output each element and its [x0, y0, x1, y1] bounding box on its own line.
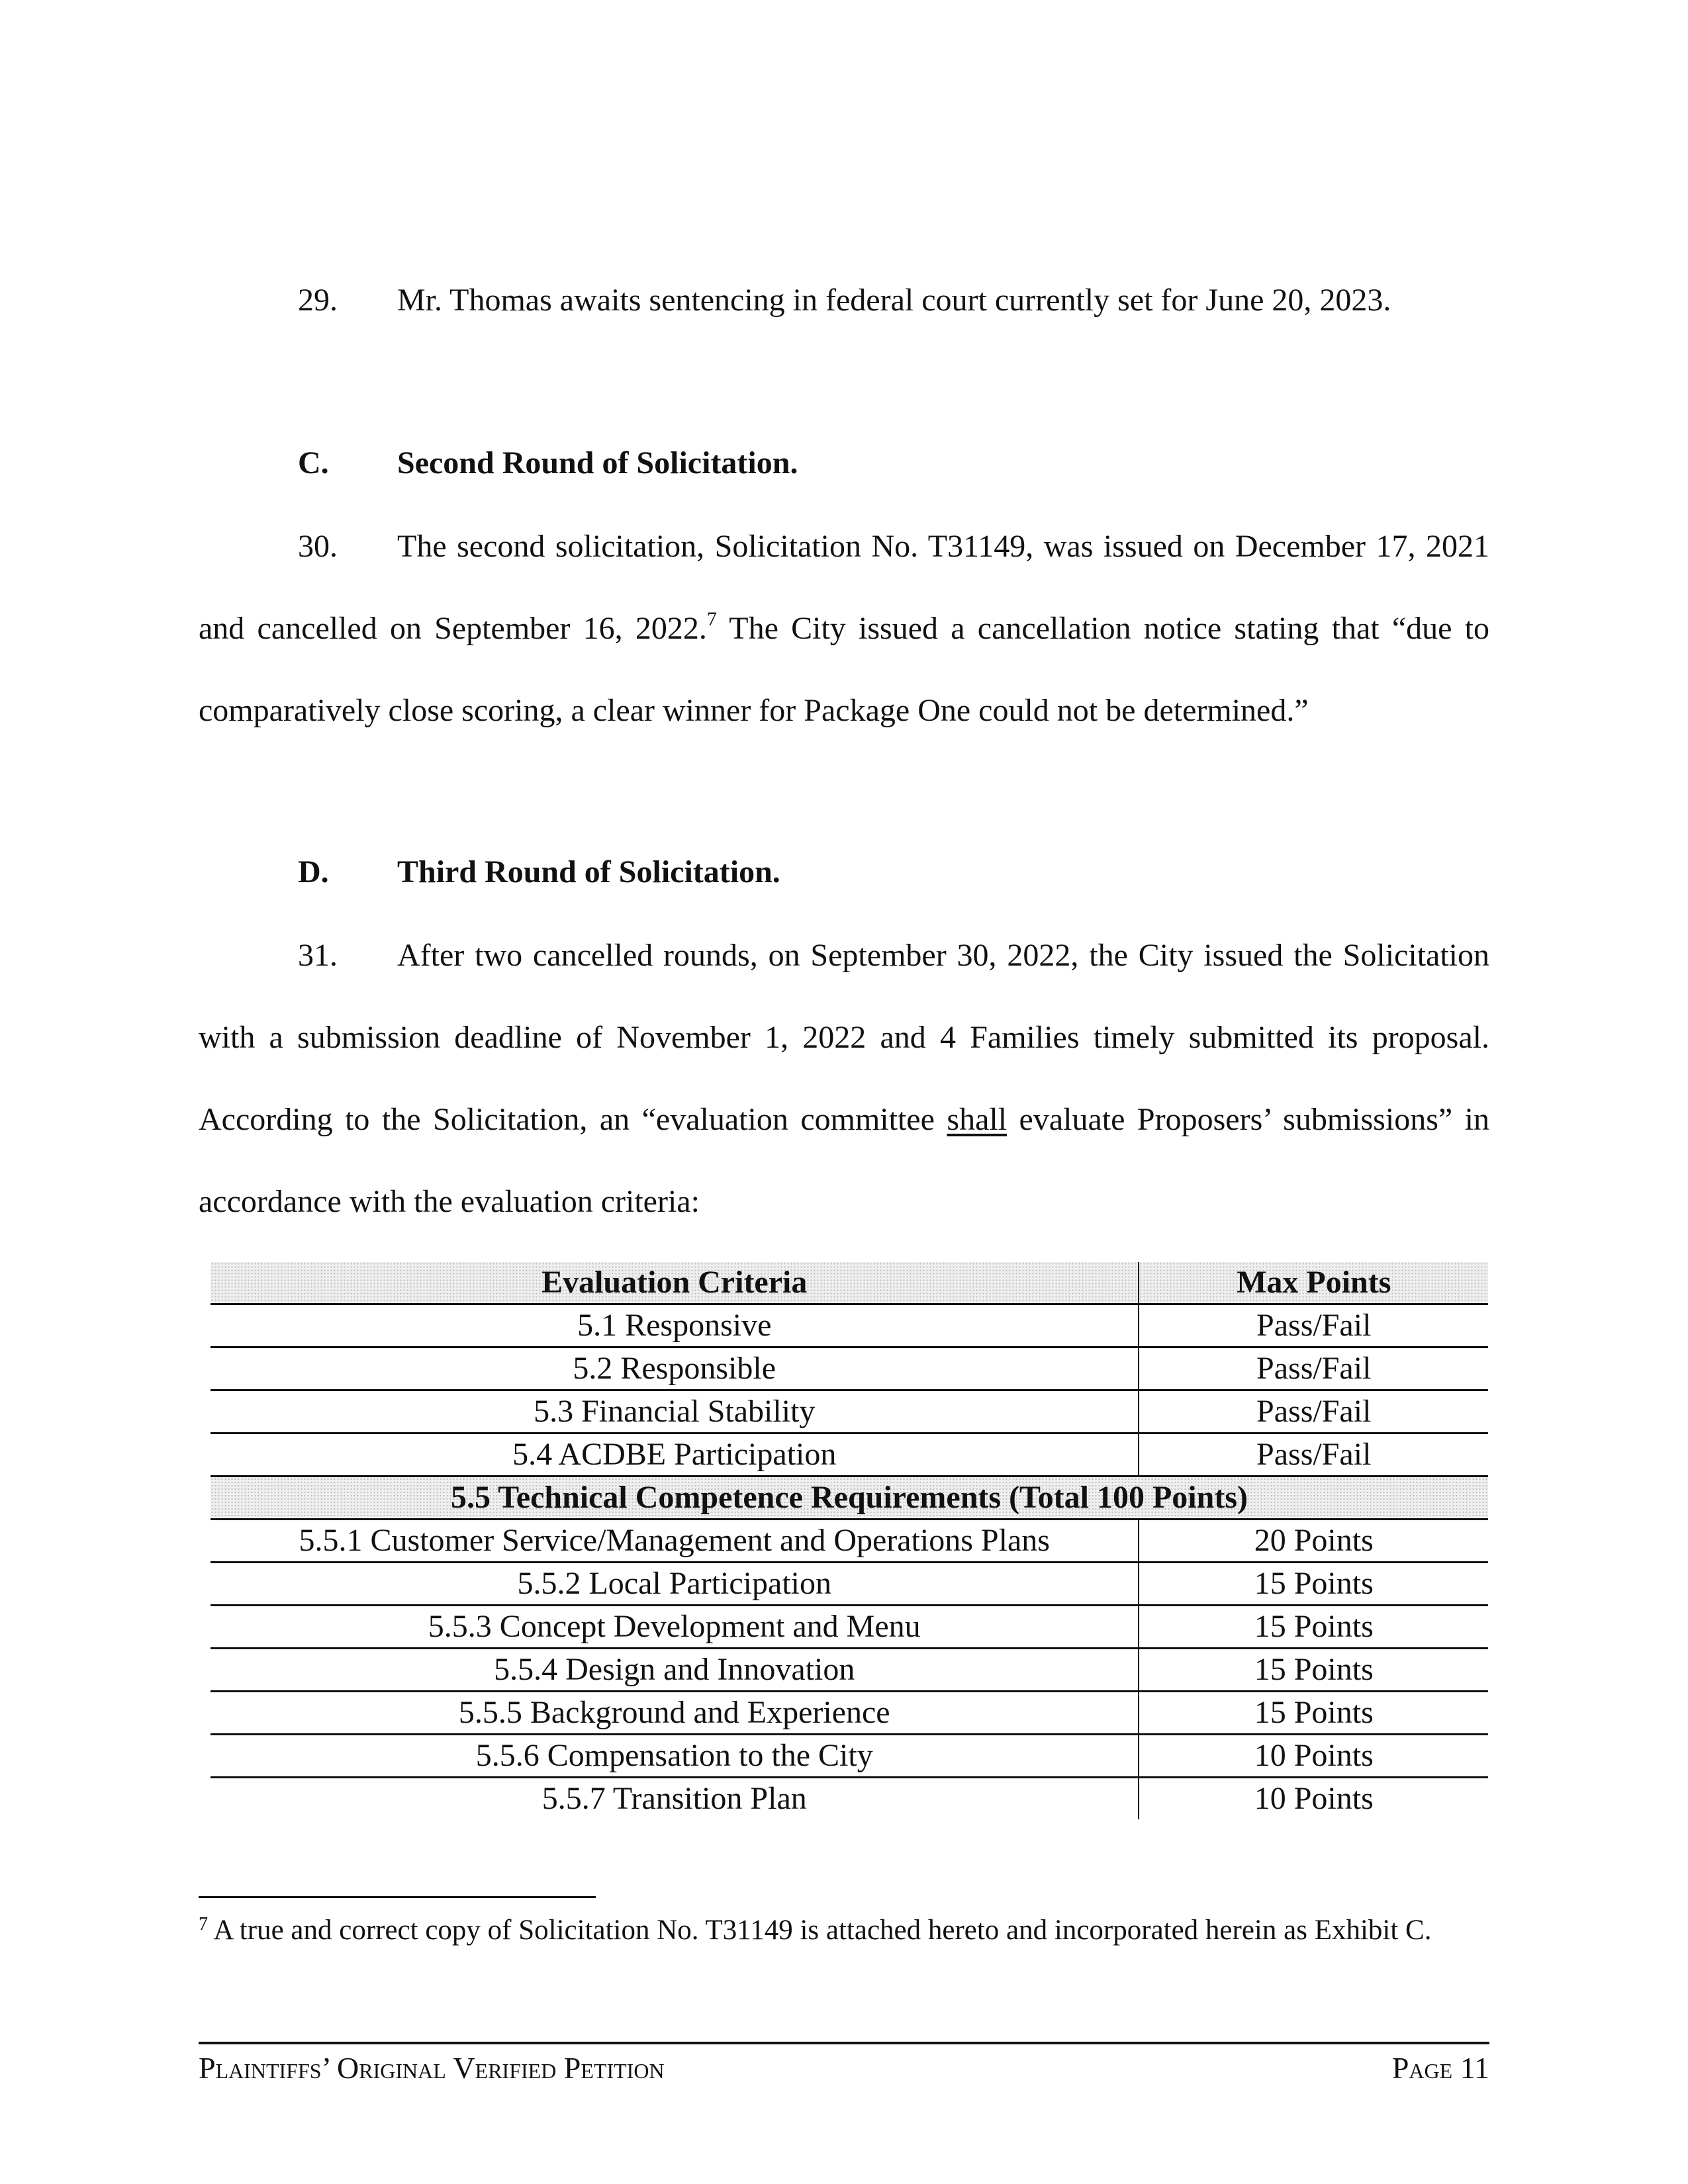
footnote-marker: 7	[199, 1914, 208, 1934]
criteria-cell: 5.5.3 Concept Development and Menu	[211, 1606, 1139, 1649]
paragraph-30	[199, 506, 1489, 752]
section-heading-c	[298, 443, 798, 483]
points-cell: 10 Points	[1254, 1781, 1374, 1816]
evaluation-criteria-table	[211, 1262, 1488, 1819]
footer-document-title: Plaintiffs’ Original Verified Petition	[199, 2051, 665, 2085]
criteria-cell: 5.5.4 Design and Innovation	[211, 1649, 1139, 1692]
heading-letter: C.	[298, 445, 329, 480]
criteria-cell: 5.5.5 Background and Experience	[211, 1692, 1139, 1735]
paragraph-text: After two cancelled rounds, on September 30, 2022, the City issued the Solicitation with a submission deadline of November 1, 2022 and 4 Families timely submitted its proposal. According to the Solicitation, an “evaluation committee	[199, 938, 1489, 1137]
header-max-points: Max Points	[1139, 1262, 1488, 1304]
table-section-row	[211, 1477, 1488, 1520]
footnote-divider	[199, 1896, 596, 1898]
section-title-cell: 5.5 Technical Competence Requirements (Total 100 Points)	[211, 1477, 1488, 1520]
points-cell: Pass/Fail	[1139, 1304, 1488, 1347]
points-cell: 15 Points	[1139, 1606, 1488, 1649]
points-cell: 15 Points	[1139, 1563, 1488, 1606]
criteria-cell: 5.1 Responsive	[211, 1304, 1139, 1347]
points-cell: Pass/Fail	[1139, 1433, 1488, 1477]
table-header-row	[211, 1262, 1488, 1304]
header-evaluation-criteria: Evaluation Criteria	[211, 1262, 1139, 1304]
points-cell: Pass/Fail	[1139, 1390, 1488, 1433]
table-row	[211, 1347, 1488, 1390]
points-cell: 15 Points	[1139, 1692, 1488, 1735]
underlined-word: shall	[947, 1102, 1008, 1137]
paragraph-text: The second solicitation, Solicitation No. T31149, was issued on December 17, 2021 and cancelled on September 16, 2022.	[199, 529, 1489, 646]
table-row	[211, 1520, 1488, 1563]
table-row	[211, 1304, 1488, 1347]
footer-divider	[199, 2042, 1489, 2044]
table-row	[211, 1433, 1488, 1477]
paragraph-29	[199, 259, 1489, 341]
criteria-cell: 5.4 ACDBE Participation	[211, 1433, 1139, 1477]
points-cell: 15 Points	[1139, 1649, 1488, 1692]
table-row	[211, 1606, 1488, 1649]
paragraph-31	[199, 915, 1489, 1243]
points-cell: 20 Points	[1139, 1520, 1488, 1563]
table-row	[211, 1778, 1488, 1820]
points-cell: 10 Points	[1139, 1735, 1488, 1778]
heading-title: Third Round of Solicitation.	[397, 854, 780, 889]
section-heading-d	[298, 852, 780, 892]
criteria-cell: 5.3 Financial Stability	[211, 1390, 1139, 1433]
paragraph-number: 29.	[298, 283, 338, 318]
paragraph-number: 30.	[298, 529, 338, 564]
footnote-reference[interactable]: 7	[706, 608, 717, 630]
paragraph-text: Mr. Thomas awaits sentencing in federal court currently set for June 20, 2023.	[397, 283, 1391, 318]
criteria-cell: 5.5.6 Compensation to the City	[211, 1735, 1139, 1778]
footnote-text: A true and correct copy of Solicitation No. T31149 is attached hereto and incorporated herein as Exhibit C.	[208, 1915, 1432, 1946]
paragraph-text-continued: The City issued a cancellation notice stating that “due to comparatively close scoring, a clear winner for Package One could not be determined.”	[199, 611, 1489, 728]
paragraph-number: 31.	[298, 938, 338, 973]
table-row	[211, 1735, 1488, 1778]
heading-title: Second Round of Solicitation.	[397, 445, 798, 480]
criteria-cell: 5.5.7 Transition Plan	[211, 1778, 1139, 1820]
footnote	[199, 1911, 1489, 1949]
criteria-cell: 5.5.1 Customer Service/Management and Operations Plans	[211, 1520, 1139, 1563]
table-row	[211, 1390, 1488, 1433]
criteria-cell: 5.5.2 Local Participation	[211, 1563, 1139, 1606]
footer-page-number: Page 11	[1391, 2051, 1489, 2085]
table-row	[211, 1649, 1488, 1692]
criteria-cell: 5.2 Responsible	[211, 1347, 1139, 1390]
paragraph-text-continued: evaluate Proposers’ submissions” in accordance with the evaluation criteria:	[199, 1102, 1490, 1219]
table-row	[211, 1563, 1488, 1606]
table-row	[211, 1692, 1488, 1735]
heading-letter: D.	[298, 854, 329, 889]
points-cell: Pass/Fail	[1139, 1347, 1488, 1390]
